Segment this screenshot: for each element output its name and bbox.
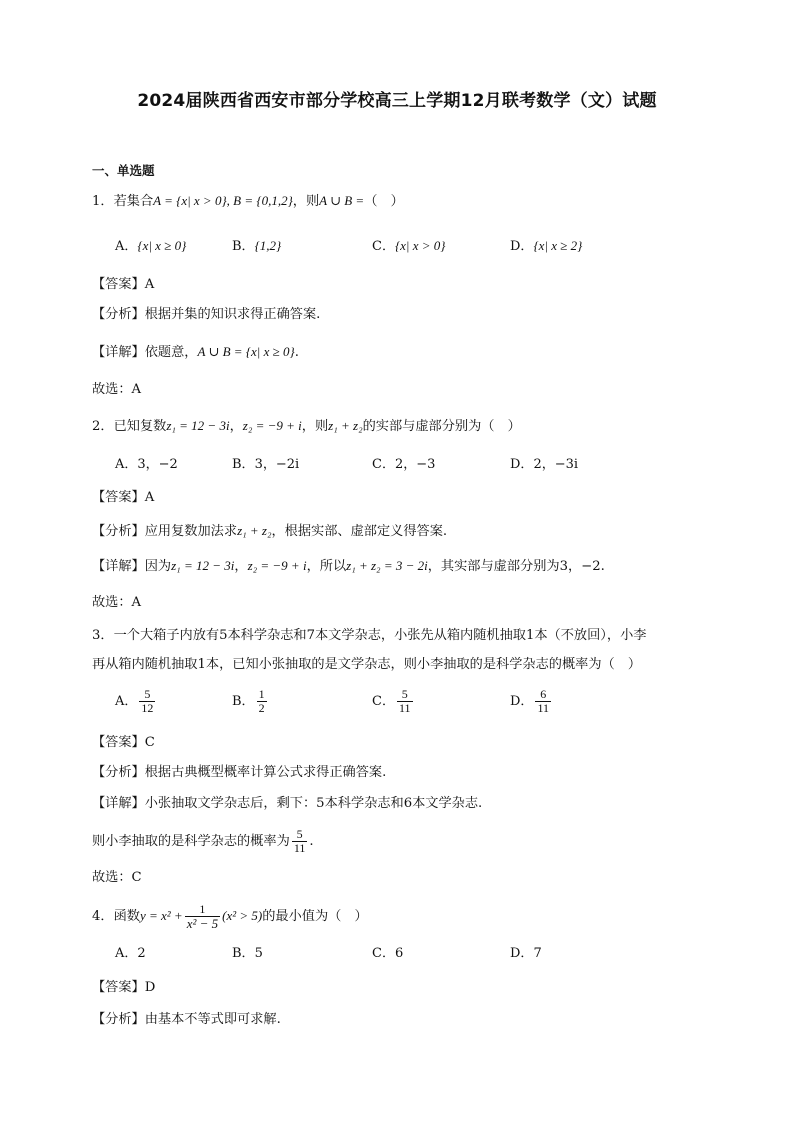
q3-option-d: D． $\frac{6}{11}$: [510, 687, 549, 715]
q3-detail-2: 则小李抽取的是科学杂志的概率为 $\frac{5}{11}$ .: [92, 827, 314, 855]
q1-detail: 【详解】依题意，A ∪ B = {x| x ≥ 0}.: [92, 344, 299, 360]
q3-detail: 【详解】小张抽取文学杂志后，剩下：5本科学杂志和6本文学杂志.: [92, 796, 483, 811]
q3-analysis: 【分析】根据古典概型概率计算公式求得正确答案.: [92, 765, 387, 780]
q3-choice: 故选：C: [92, 870, 142, 885]
question-1-stem: 1．若集合A = {x| x > 0}, B = {0,1,2}，则A ∪ B =（ ）: [92, 193, 404, 209]
q2-analysis: 【分析】应用复数加法求z₁ + z₂，根据实部、虚部定义得答案.: [92, 523, 448, 539]
q4-option-d: D．7: [510, 946, 542, 961]
q1-option-b: B．{1,2}: [232, 238, 282, 254]
q4-analysis: 【分析】由基本不等式即可求解.: [92, 1012, 281, 1027]
q4-option-c: C．6: [372, 946, 404, 961]
question-4-stem: 4．函数y = x² + $\frac{1}{\text{x² − 5}}$ (x² > 5)的最小值为（ ）: [92, 902, 368, 931]
q2-option-c: C．2，−3: [372, 457, 436, 472]
q2-choice: 故选：A: [92, 595, 142, 610]
q2-option-b: B．3，−2i: [232, 457, 300, 472]
q1-option-d: D．{x| x ≥ 2}: [510, 238, 583, 254]
q3-answer: 【答案】C: [92, 735, 155, 750]
q3-option-a: A． $\frac{5}{12}$: [115, 687, 154, 715]
q4-option-b: B．5: [232, 946, 263, 961]
section-heading: 一、单选题: [92, 163, 155, 178]
q2-answer: 【答案】A: [92, 490, 155, 505]
q3-option-c: C． $\frac{5}{11}$: [372, 687, 411, 715]
q2-option-a: A．3，−2: [115, 457, 178, 472]
q3-option-b: B． $\frac{1}{2}$: [232, 687, 265, 715]
question-3-stem-line1: 3．一个大箱子内放有5本科学杂志和7本文学杂志，小张先从箱内随机抽取1本（不放回），小李: [92, 628, 647, 643]
question-3-stem-line2: 再从箱内随机抽取1本，已知小张抽取的是文学杂志，则小李抽取的是科学杂志的概率为（ ）: [92, 657, 642, 672]
q4-option-a: A．2: [115, 946, 146, 961]
q1-choice: 故选：A: [92, 382, 142, 397]
question-2-stem: 2．已知复数z₁ = 12 − 3i，z₂ = −9 + i，则z₁ + z₂的实部与虚部分别为（ ）: [92, 418, 521, 434]
q1-option-c: C．{x| x > 0}: [372, 238, 446, 254]
q1-analysis: 【分析】根据并集的知识求得正确答案.: [92, 307, 321, 322]
q2-detail: 【详解】因为z₁ = 12 − 3i，z₂ = −9 + i，所以z₁ + z₂ = 3 − 2i，其实部与虚部分别为3，−2.: [92, 558, 605, 574]
q4-answer: 【答案】D: [92, 980, 156, 995]
q2-option-d: D．2，−3i: [510, 457, 579, 472]
q1-option-a: A．{x| x ≥ 0}: [115, 238, 187, 254]
q1-answer: 【答案】A: [92, 277, 155, 292]
page-title: 2024届陕西省西安市部分学校高三上学期12月联考数学（文）试题: [137, 91, 657, 111]
